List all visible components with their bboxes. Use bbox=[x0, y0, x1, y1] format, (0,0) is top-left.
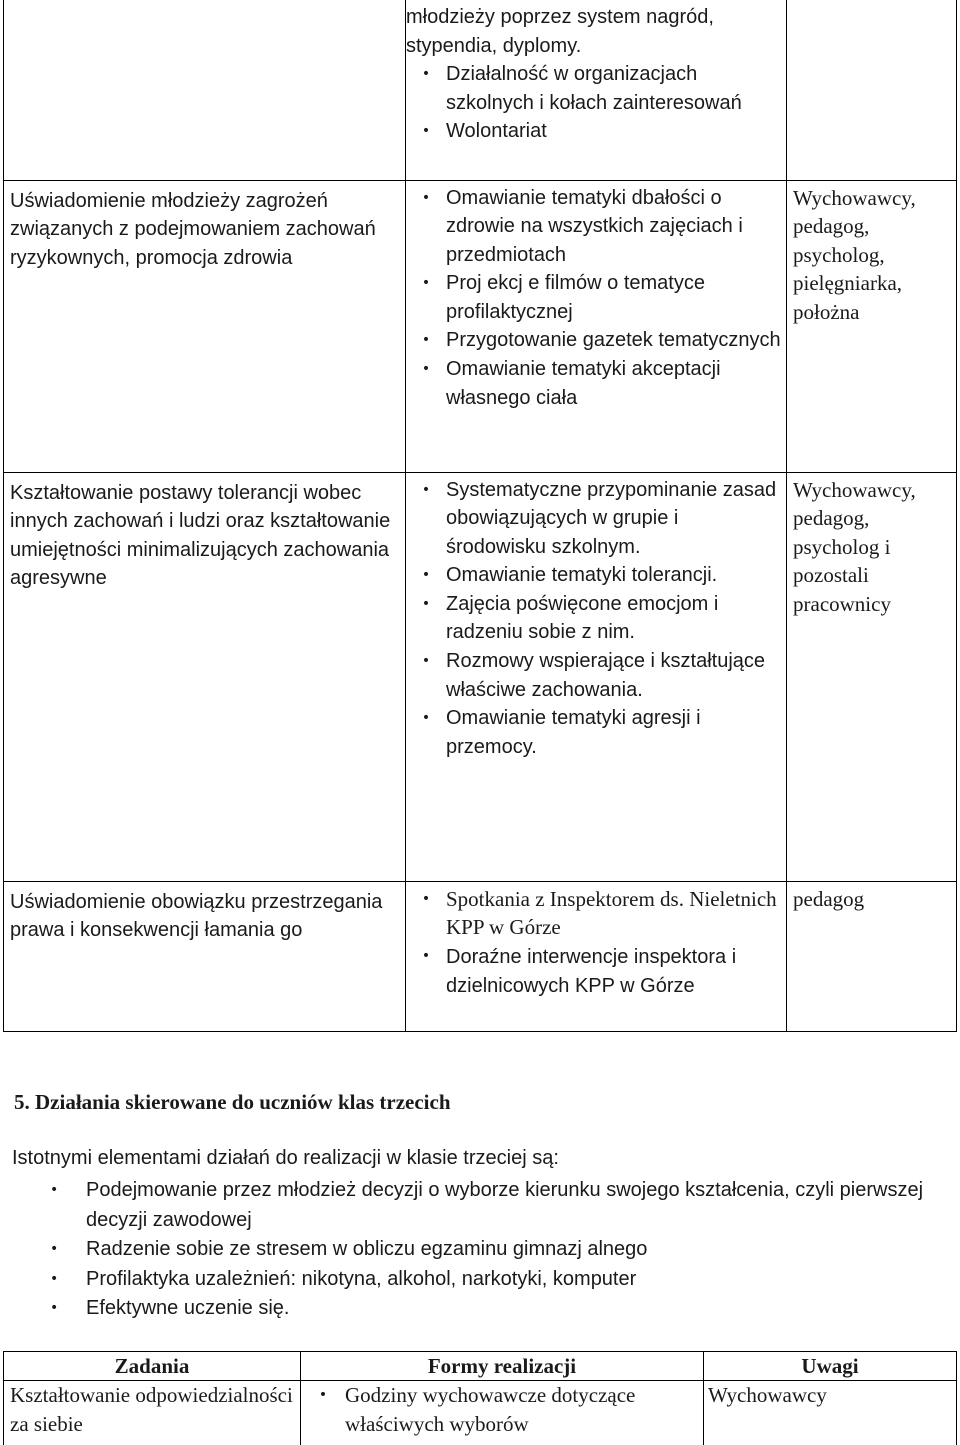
table-row bbox=[4, 0, 957, 180]
list-item: • Systematyczne przypominanie zasad obowiązujących w grupie i środowisku szkolnym. bbox=[446, 476, 782, 562]
bullet-icon: • bbox=[50, 1241, 59, 1257]
goal-cell: Uświadomienie młodzieży zagrożeń związanych z podejmowaniem zachowań ryzykownych, promocja zdrowia bbox=[4, 180, 406, 472]
list-item: • Przygotowanie gazetek tematycznych bbox=[446, 326, 782, 355]
bullet-icon: • bbox=[421, 595, 431, 612]
forms-cell bbox=[406, 0, 787, 180]
list-item: • Omawianie tematyki dbałości o zdrowie na wszystkich zajęciach i przedmiotach bbox=[446, 184, 782, 270]
forms-cell bbox=[406, 472, 787, 881]
table-header-row bbox=[4, 1352, 957, 1381]
list-item: • Działalność w organizacjach szkolnych i kołach zainteresowań bbox=[446, 60, 782, 117]
list-item: • Omawianie tematyki tolerancji. bbox=[446, 561, 782, 590]
bullet-icon: • bbox=[421, 481, 431, 498]
list-item: • Omawianie tematyki agresji i przemocy. bbox=[446, 704, 782, 761]
bullet-icon: • bbox=[421, 123, 431, 140]
bullet-icon: • bbox=[421, 189, 431, 206]
bullet-icon: • bbox=[50, 1182, 59, 1198]
table-row bbox=[4, 1381, 957, 1445]
table-row bbox=[4, 180, 957, 472]
program-table-lower bbox=[3, 1351, 957, 1445]
list-item: • Radzenie sobie ze stresem w obliczu egzaminu gimnazj alnego bbox=[40, 1235, 940, 1265]
list-item: • Omawianie tematyki akceptacji własnego ciała bbox=[446, 355, 782, 412]
bullet-icon: • bbox=[318, 1387, 328, 1403]
notes-cell: Wychowawcy, pedagog, psycholog, pielęgniarka, położna bbox=[787, 180, 957, 472]
forms-cell bbox=[406, 881, 787, 1031]
bullet-icon: • bbox=[421, 66, 431, 83]
bullet-icon: • bbox=[50, 1300, 59, 1316]
goal-cell: Uświadomienie obowiązku przestrzegania prawa i konsekwencji łamania go bbox=[4, 881, 406, 1031]
section-intro: Istotnymi elementami działań do realizacji w klasie trzeciej są: bbox=[12, 1147, 559, 1169]
list-item: młodzieży poprzez system nagród, stypendia, dyplomy. bbox=[406, 6, 714, 57]
bullet-icon: • bbox=[421, 653, 431, 670]
list-item: • Podejmowanie przez młodzież decyzji o wyborze kierunku swojego kształcenia, czyli pierwszej decyzji zawodowej bbox=[40, 1176, 940, 1235]
list-item: • Godziny wychowawcze dotyczące właściwych wyborów bbox=[301, 1381, 703, 1438]
table-row bbox=[4, 881, 957, 1031]
list-item: • Rozmowy wspierające i kształtujące właściwe zachowania. bbox=[446, 647, 782, 704]
bullet-icon: • bbox=[421, 890, 431, 907]
bullet-icon: • bbox=[421, 947, 431, 964]
note-cell: Wychowawcy bbox=[704, 1381, 957, 1445]
list-item: • Efektywne uczenie się. bbox=[40, 1294, 940, 1324]
column-header-forms: Formy realizacji bbox=[301, 1352, 704, 1381]
goal-cell: Kształtowanie postawy tolerancji wobec innych zachowań i ludzi oraz kształtowanie umiejętności minimalizujących zachowania agresywne bbox=[4, 472, 406, 881]
notes-cell: Wychowawcy, pedagog, psycholog i pozostali pracownicy bbox=[787, 472, 957, 881]
column-header-tasks: Zadania bbox=[4, 1352, 301, 1381]
task-cell: Kształtowanie odpowiedzialności za siebie bbox=[4, 1381, 301, 1445]
notes-cell: pedagog bbox=[787, 881, 957, 1031]
list-item: • Wolontariat bbox=[446, 117, 782, 146]
goal-cell bbox=[4, 0, 406, 180]
bullet-icon: • bbox=[421, 275, 431, 292]
forms-cell bbox=[406, 180, 787, 472]
list-item: • Zajęcia poświęcone emocjom i radzeniu sobie z nim. bbox=[446, 590, 782, 647]
program-table-upper bbox=[3, 0, 957, 1032]
section-title: 5. Działania skierowane do uczniów klas trzecich bbox=[14, 1090, 451, 1114]
bullet-icon: • bbox=[421, 567, 431, 584]
form-cell bbox=[301, 1381, 704, 1445]
notes-cell bbox=[787, 0, 957, 180]
bullet-icon: • bbox=[421, 332, 431, 349]
list-item: • Profilaktyka uzależnień: nikotyna, alkohol, narkotyki, komputer bbox=[40, 1265, 940, 1295]
list-item: • Spotkania z Inspektorem ds. Nieletnich KPP w Górze bbox=[446, 885, 782, 942]
bullet-icon: • bbox=[421, 710, 431, 727]
list-item: • Proj ekcj e filmów o tematyce profilaktycznej bbox=[446, 269, 782, 326]
column-header-notes: Uwagi bbox=[704, 1352, 957, 1381]
bullet-icon: • bbox=[50, 1270, 59, 1287]
table-row bbox=[4, 472, 957, 881]
bullet-icon: • bbox=[421, 361, 431, 378]
section-list bbox=[40, 1176, 940, 1324]
list-item: • Doraźne interwencje inspektora i dzielnicowych KPP w Górze bbox=[446, 942, 782, 1001]
